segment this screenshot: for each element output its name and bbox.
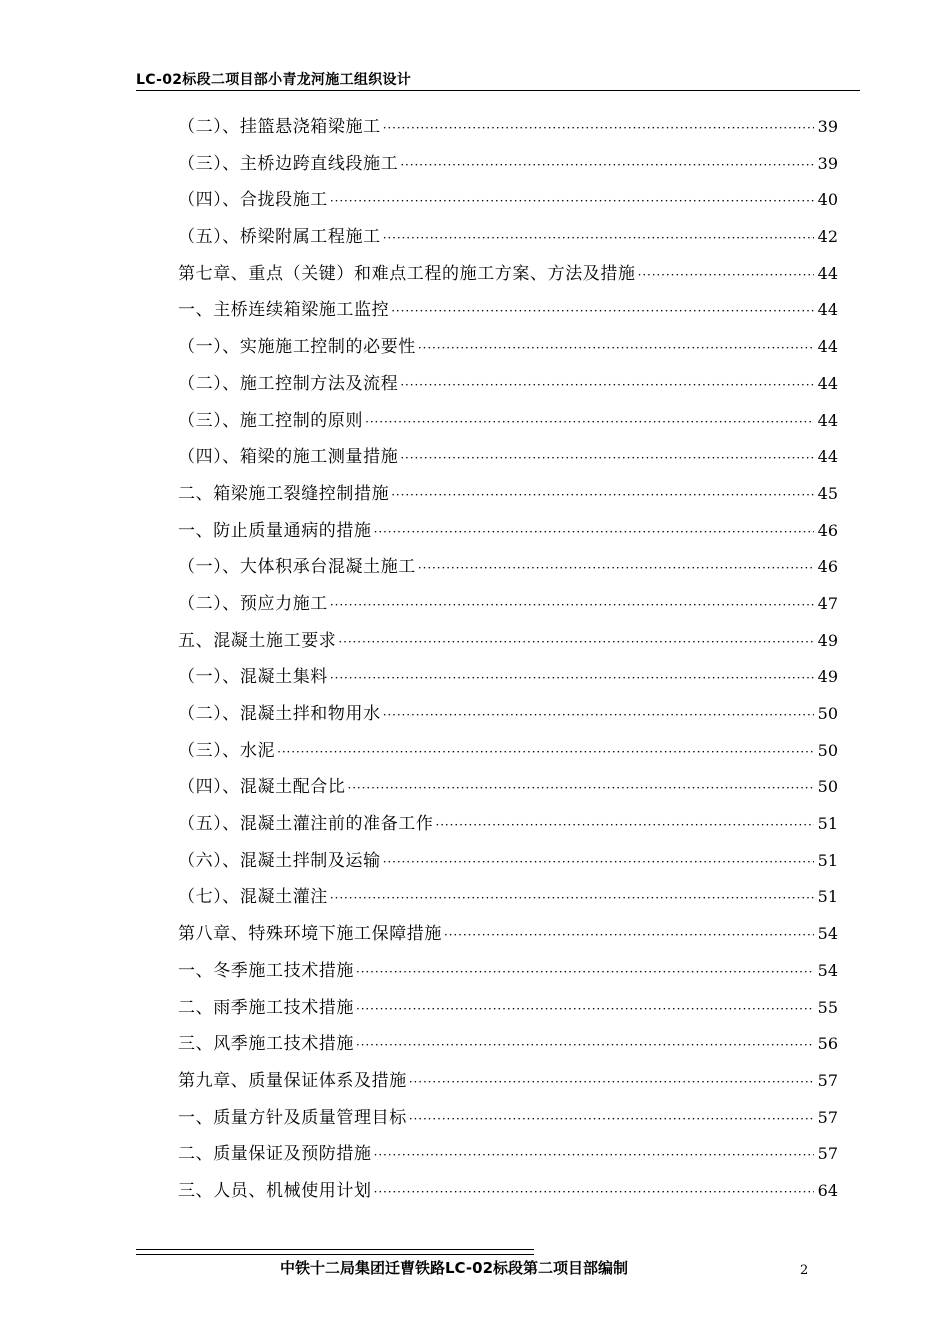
toc-entry-title: （四）、合拢段施工	[178, 190, 328, 211]
toc-entry-title: （一）、大体积承台混凝土施工	[178, 557, 416, 578]
toc-dot-leader	[418, 330, 814, 367]
toc-dot-leader	[365, 404, 814, 441]
toc-entry[interactable]	[178, 146, 838, 183]
toc-entry[interactable]	[178, 1136, 838, 1173]
toc-entry[interactable]	[178, 329, 838, 366]
toc-entry-page: 49	[817, 630, 838, 650]
page-number: 2	[800, 1263, 809, 1278]
toc-entry-title: 二、雨季施工技术措施	[178, 997, 354, 1018]
toc-entry-page: 51	[817, 850, 838, 870]
toc-dot-leader	[383, 220, 814, 257]
toc-entry-page: 57	[817, 1144, 838, 1164]
toc-entry-page: 57	[817, 1070, 838, 1090]
toc-entry-title: 一、质量方针及质量管理目标	[178, 1107, 407, 1128]
toc-entry-page: 44	[817, 373, 838, 393]
toc-entry-page: 54	[817, 960, 838, 980]
toc-entry-title: （六）、混凝土拌制及运输	[178, 850, 381, 871]
toc-entry[interactable]	[178, 769, 838, 806]
toc-dot-leader	[338, 624, 814, 661]
toc-entry[interactable]	[178, 439, 838, 476]
toc-entry-page: 42	[817, 227, 838, 247]
toc-entry-page: 44	[817, 300, 838, 320]
toc-entry[interactable]	[178, 990, 838, 1027]
toc-entry-page: 44	[817, 447, 838, 467]
toc-dot-leader	[400, 147, 814, 184]
toc-entry[interactable]	[178, 549, 838, 586]
toc-dot-leader	[400, 367, 814, 404]
toc-dot-leader	[356, 991, 814, 1028]
toc-entry-page: 49	[817, 667, 838, 687]
toc-entry-title: 三、风季施工技术措施	[178, 1034, 354, 1055]
toc-dot-leader	[391, 293, 814, 330]
toc-dot-leader	[374, 1174, 814, 1211]
toc-entry[interactable]	[178, 916, 838, 953]
toc-dot-leader	[330, 587, 814, 624]
toc-entry-page: 44	[817, 410, 838, 430]
toc-entry-title: （二）、混凝土拌和物用水	[178, 704, 381, 724]
toc-entry-title: 一、防止质量通病的措施	[178, 520, 372, 541]
toc-entry[interactable]	[178, 1173, 838, 1210]
toc-entry-title: （一）、实施施工控制的必要性	[178, 337, 416, 358]
toc-dot-leader	[374, 514, 814, 551]
toc-dot-leader	[418, 550, 814, 587]
toc-entry-title: 第七章、重点（关键）和难点工程的施工方案、方法及措施	[178, 263, 636, 284]
toc-entry[interactable]	[178, 733, 838, 770]
toc-dot-leader	[409, 1064, 814, 1101]
toc-entry[interactable]	[178, 1026, 838, 1063]
toc-entry-title: （二）、挂篮悬浇箱梁施工	[178, 117, 381, 137]
toc-entry-page: 50	[817, 777, 838, 797]
toc-entry-title: 二、质量保证及预防措施	[178, 1144, 372, 1165]
toc-entry[interactable]	[178, 806, 838, 843]
toc-entry-title: （四）、箱梁的施工测量措施	[178, 447, 399, 468]
toc-entry-page: 40	[817, 190, 838, 210]
toc-entry-page: 44	[817, 337, 838, 357]
toc-entry-page: 39	[817, 117, 838, 136]
toc-entry-title: （三）、施工控制的原则	[178, 410, 364, 431]
toc-dot-leader	[383, 110, 814, 147]
toc-dot-leader	[409, 1101, 814, 1138]
toc-entry-title: （五）、桥梁附属工程施工	[178, 227, 381, 248]
toc-dot-leader	[638, 257, 814, 294]
toc-entry-title: （三）、水泥	[178, 740, 276, 761]
toc-dot-leader	[436, 807, 815, 844]
toc-entry[interactable]	[178, 623, 838, 660]
toc-entry[interactable]	[178, 843, 838, 880]
toc-dot-leader	[330, 183, 814, 220]
toc-entry-page: 54	[817, 924, 838, 944]
toc-dot-leader	[277, 734, 814, 771]
toc-entry-title: （一）、混凝土集料	[178, 667, 328, 688]
toc-dot-leader	[356, 954, 814, 991]
toc-entry[interactable]	[178, 292, 838, 329]
toc-dot-leader	[400, 440, 814, 477]
toc-entry[interactable]	[178, 256, 838, 293]
toc-entry[interactable]	[178, 109, 838, 146]
toc-dot-leader	[383, 697, 814, 734]
toc-entry[interactable]	[178, 403, 838, 440]
toc-entry-page: 51	[817, 887, 838, 907]
toc-entry-page: 56	[817, 1034, 838, 1054]
toc-entry-page: 47	[817, 593, 838, 613]
toc-entry-page: 55	[817, 997, 838, 1017]
toc-entry-page: 46	[817, 557, 838, 577]
toc-entry[interactable]	[178, 696, 838, 733]
toc-dot-leader	[330, 880, 814, 917]
toc-dot-leader	[383, 844, 814, 881]
toc-entry[interactable]	[178, 1100, 838, 1137]
toc-entry-title: 五、混凝土施工要求	[178, 630, 337, 651]
toc-entry-page: 50	[817, 740, 838, 760]
toc-entry[interactable]	[178, 953, 838, 990]
toc-entry[interactable]	[178, 586, 838, 623]
toc-entry-page: 45	[817, 483, 838, 503]
toc-dot-leader	[348, 770, 815, 807]
toc-entry-title: 一、冬季施工技术措施	[178, 960, 354, 981]
toc-dot-leader	[391, 477, 814, 514]
toc-entry[interactable]	[178, 219, 838, 256]
toc-entry[interactable]	[178, 879, 838, 916]
footer-text: 中铁十二局集团迁曹铁路LC-02标段第二项目部编制	[280, 1259, 629, 1277]
toc-entry-page: 57	[817, 1107, 838, 1127]
toc-entry[interactable]	[178, 476, 838, 513]
footer-rule-bottom	[136, 1254, 534, 1255]
toc-entry[interactable]	[178, 366, 838, 403]
toc-entry-title: （七）、混凝土灌注	[178, 887, 328, 908]
toc-entry-page: 50	[817, 704, 838, 723]
toc-dot-leader	[330, 660, 814, 697]
toc-entry-title: （四）、混凝土配合比	[178, 777, 346, 798]
toc-entry[interactable]	[178, 659, 838, 696]
toc-entry-page: 44	[817, 263, 838, 283]
toc-entry-title: （二）、施工控制方法及流程	[178, 373, 399, 394]
toc-entry-page: 51	[817, 814, 838, 834]
toc-entry[interactable]	[178, 182, 838, 219]
toc-entry-page: 64	[817, 1180, 838, 1200]
toc-entry-title: （二）、预应力施工	[178, 593, 328, 614]
toc-entry-title: 第九章、质量保证体系及措施	[178, 1070, 407, 1091]
toc-entry-title: 一、主桥连续箱梁施工监控	[178, 300, 390, 321]
header-title: LC-02标段二项目部小青龙河施工组织设计	[136, 72, 412, 88]
toc-entry-title: 三、人员、机械使用计划	[178, 1180, 372, 1201]
toc-entry-title: （三）、主桥边跨直线段施工	[178, 153, 399, 174]
toc-dot-leader	[444, 917, 814, 954]
toc-entry-title: 二、箱梁施工裂缝控制措施	[178, 483, 390, 504]
toc-dot-leader	[374, 1137, 814, 1174]
toc-dot-leader	[356, 1027, 814, 1064]
footer-rule-top	[136, 1249, 534, 1250]
toc-entry-title: 第八章、特殊环境下施工保障措施	[178, 924, 442, 945]
toc-entry-page: 46	[817, 520, 838, 540]
table-of-contents	[178, 109, 838, 1210]
toc-entry[interactable]	[178, 513, 838, 550]
toc-entry-page: 39	[817, 153, 838, 173]
toc-entry[interactable]	[178, 1063, 838, 1100]
toc-entry-title: （五）、混凝土灌注前的准备工作	[178, 814, 434, 835]
header-rule	[136, 90, 860, 91]
